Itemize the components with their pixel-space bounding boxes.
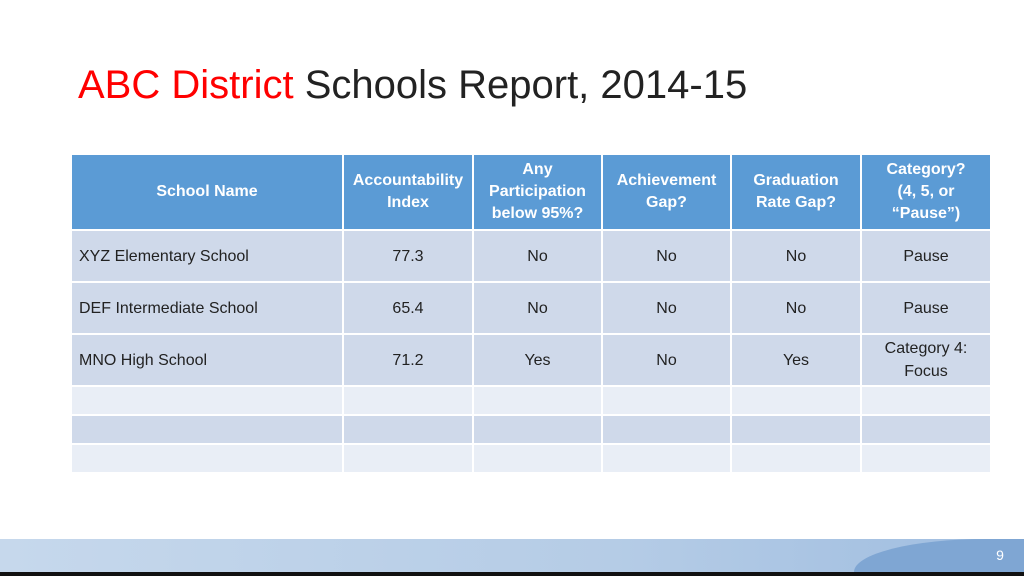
participation-cell: No <box>473 230 602 282</box>
category-cell: Pause <box>861 282 991 334</box>
school-name-cell: XYZ Elementary School <box>71 230 343 282</box>
achievement-gap-cell: No <box>602 282 731 334</box>
header-category: Category? (4, 5, or “Pause”) <box>861 154 991 230</box>
achievement-gap-cell: No <box>602 230 731 282</box>
header-graduation-rate-gap: Graduation Rate Gap? <box>731 154 861 230</box>
category-cell: Pause <box>861 230 991 282</box>
participation-cell: Yes <box>473 334 602 386</box>
title-accent: ABC District <box>78 63 294 107</box>
header-accountability-index: Accountability Index <box>343 154 473 230</box>
header-participation: Any Participation below 95%? <box>473 154 602 230</box>
achievement-gap-cell: No <box>602 334 731 386</box>
category-cell: Category 4: Focus <box>861 334 991 386</box>
table-row <box>71 230 991 282</box>
page-number: 9 <box>996 547 1004 563</box>
graduation-gap-cell: Yes <box>731 334 861 386</box>
footer-band <box>0 539 1024 572</box>
graduation-gap-cell: No <box>731 230 861 282</box>
page-title <box>78 58 747 112</box>
accountability-index-cell: 77.3 <box>343 230 473 282</box>
school-name-cell: DEF Intermediate School <box>71 282 343 334</box>
graduation-gap-cell: No <box>731 282 861 334</box>
header-school-name: School Name <box>71 154 343 230</box>
schools-report-table <box>70 153 992 474</box>
participation-cell: No <box>473 282 602 334</box>
empty-table-row <box>71 386 991 415</box>
accountability-index-cell: 65.4 <box>343 282 473 334</box>
empty-table-row <box>71 415 991 444</box>
header-achievement-gap: Achievement Gap? <box>602 154 731 230</box>
school-name-cell: MNO High School <box>71 334 343 386</box>
accountability-index-cell: 71.2 <box>343 334 473 386</box>
table-row <box>71 282 991 334</box>
footer-divider <box>0 572 1024 576</box>
title-rest: Schools Report, 2014-15 <box>304 63 748 107</box>
table-header-row <box>71 154 991 230</box>
empty-table-row <box>71 444 991 473</box>
table-row <box>71 334 991 386</box>
